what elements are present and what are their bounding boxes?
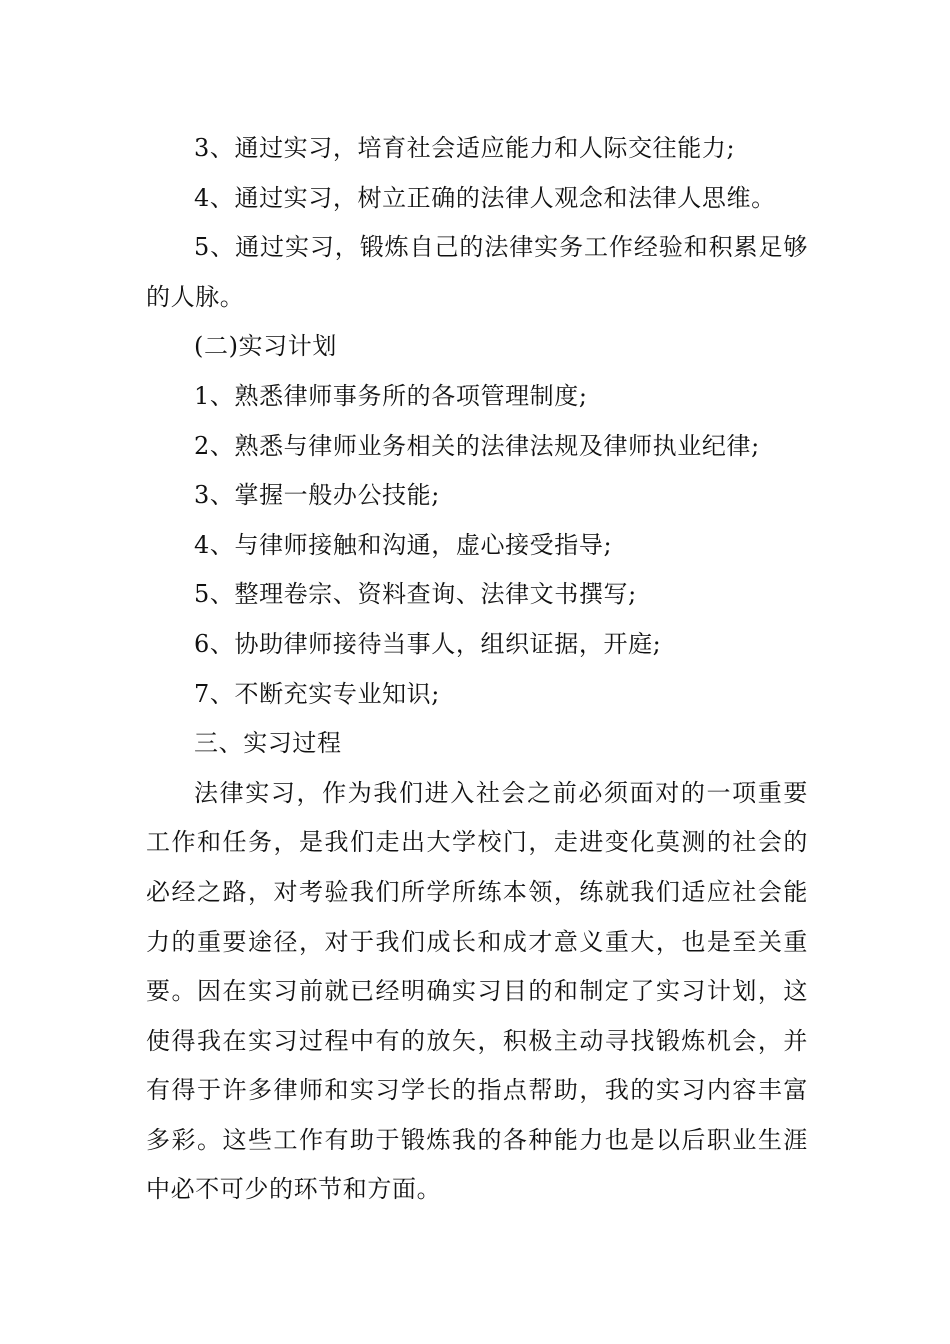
paragraph-plan-2: 2、熟悉与律师业务相关的法律法规及律师执业纪律; xyxy=(194,431,760,460)
paragraph-objective-3: 3、通过实习，培育社会适应能力和人际交往能力; xyxy=(194,134,736,162)
paragraph-plan-1: 1、熟悉律师事务所的各项管理制度; xyxy=(194,381,588,410)
section-heading-plan: (二)实习计划 xyxy=(194,332,337,361)
paragraph-plan-4: 4、与律师接触和沟通，虚心接受指导; xyxy=(194,530,613,559)
paragraph-process-body: 法律实习，作为我们进入社会之前必须面对的一项重要工作和任务，是我们走出大学校门，走进变化莫测的社会的必经之路，对考验我们所学所练本领，练就我们适应社会能力的重要途径，对于我们成长和成才意义重大，也是至关重要。因在实习前就已经明确实习目的和制定了实习计划，这使得我在实习过程中有的放矢，积极主动寻找锻炼机会，并有得于许多律师和实习学长的指点帮助，我的实习内容丰富多彩。这些工作有助于锻炼我的各种能力也是以后职业生涯中必不可少的环节和方面。 xyxy=(146,778,808,1204)
paragraph-plan-6: 6、协助律师接待当事人，组织证据，开庭; xyxy=(194,629,662,658)
document-body xyxy=(146,124,808,1215)
paragraph-objective-4: 4、通过实习，树立正确的法律人观念和法律人思维。 xyxy=(194,183,776,212)
section-heading-process: 三、实习过程 xyxy=(194,729,342,758)
paragraph-objective-5: 5、通过实习，锻炼自己的法律实务工作经验和积累足够的人脉。 xyxy=(146,233,808,311)
paragraph-plan-7: 7、不断充实专业知识; xyxy=(194,679,440,708)
paragraph-plan-5: 5、整理卷宗、资料查询、法律文书撰写; xyxy=(194,580,637,609)
paragraph-plan-3: 3、掌握一般办公技能; xyxy=(194,481,440,510)
